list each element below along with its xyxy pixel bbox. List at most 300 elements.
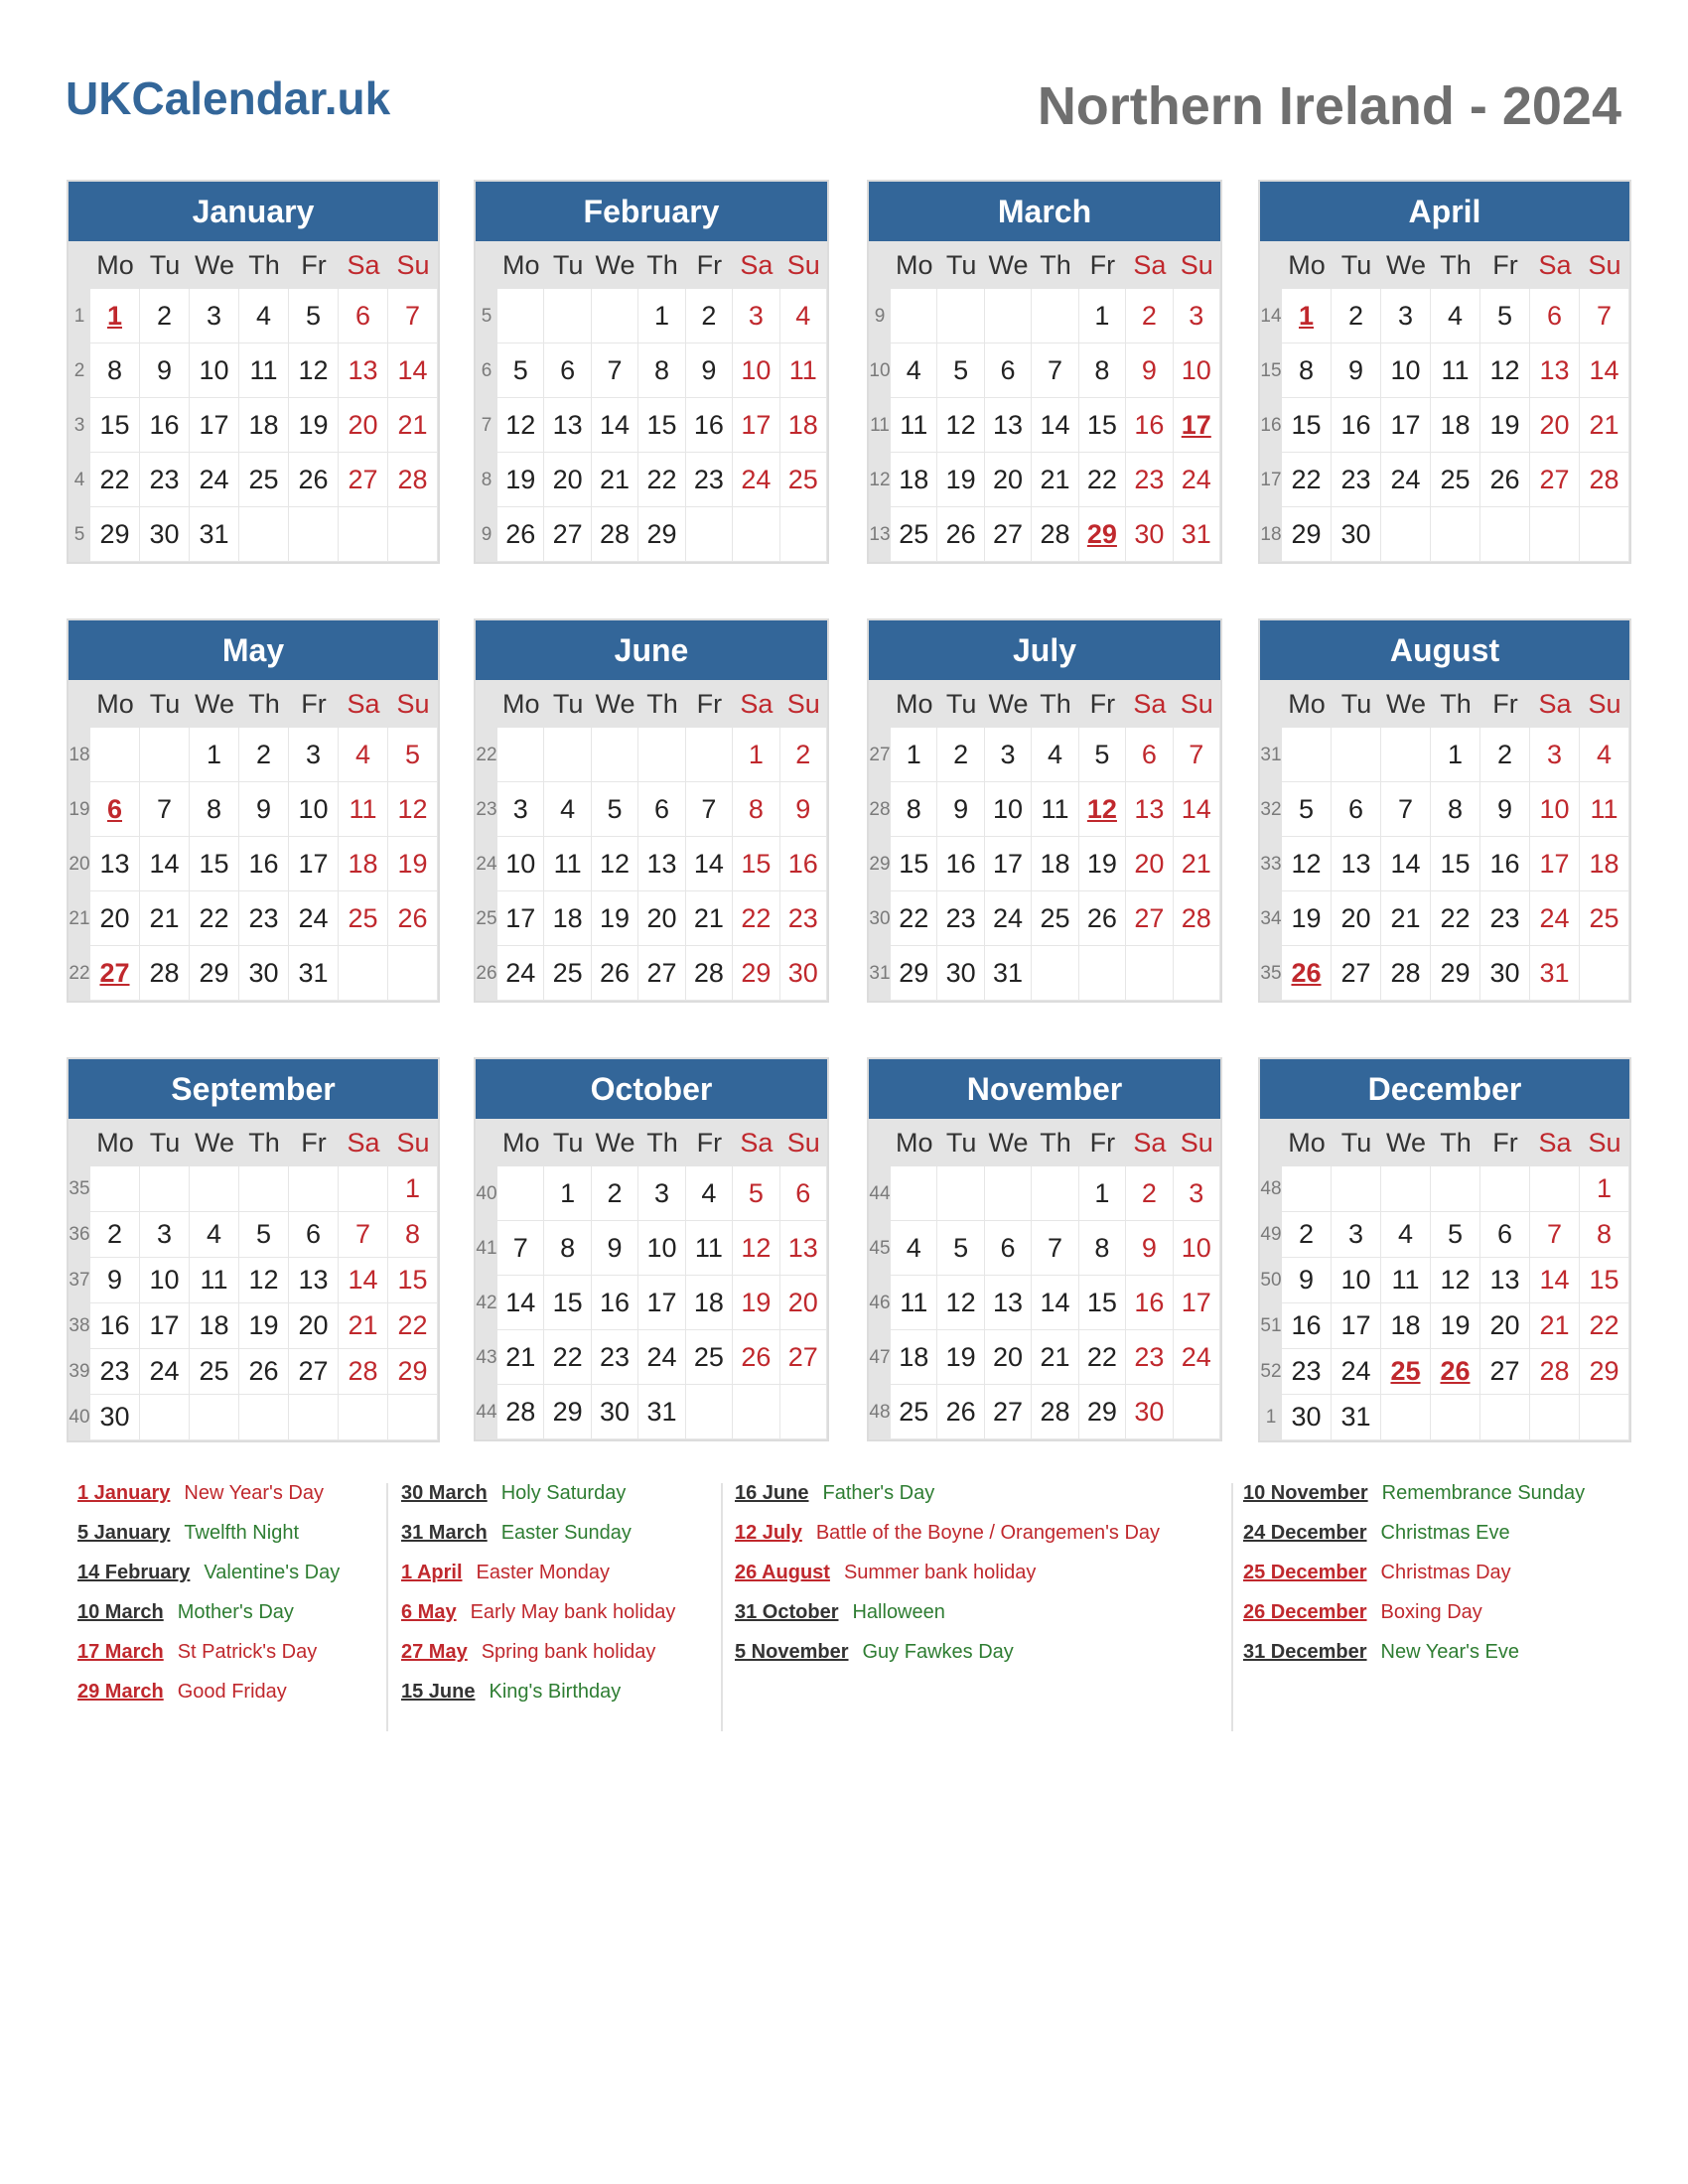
weekday-label: Tu xyxy=(149,688,181,719)
weekday-label: Tu xyxy=(945,249,977,280)
week-number: 49 xyxy=(1260,1212,1282,1258)
weekday-header-row xyxy=(69,241,438,289)
week-number: 1 xyxy=(69,289,90,343)
week-number-header xyxy=(69,1119,90,1166)
day-cell: 30 xyxy=(1480,946,1530,1001)
day-cell: 7 xyxy=(686,782,733,837)
day-cell: 4 xyxy=(544,782,591,837)
observance-entry xyxy=(1243,1481,1585,1521)
holiday-date-link[interactable]: 16 June xyxy=(735,1482,809,1504)
holiday-date-link[interactable]: 14 February xyxy=(77,1562,191,1583)
day-cell: 23 xyxy=(140,453,190,507)
weekday-label: Th xyxy=(1040,249,1071,280)
holiday-date-link[interactable]: 27 May xyxy=(401,1641,468,1663)
day-cell: 27 xyxy=(638,946,685,1001)
day-cell: 21 xyxy=(1381,891,1431,946)
day-cell: 1 xyxy=(1079,1166,1126,1221)
weekday-label: Su xyxy=(1588,249,1621,280)
day-cell: 1 xyxy=(638,289,685,343)
weekday-label: We xyxy=(1385,249,1426,280)
week-number: 47 xyxy=(869,1330,891,1385)
day-cell: 23 xyxy=(937,891,984,946)
page-title: Northern Ireland - 2024 xyxy=(1037,76,1621,136)
week-number: 48 xyxy=(1260,1166,1282,1212)
day-cell: 14 xyxy=(388,343,438,398)
empty-day-cell xyxy=(1381,728,1431,782)
site-logo[interactable]: UKCalendar.uk xyxy=(66,72,391,124)
day-cell: 7 xyxy=(1530,1212,1580,1258)
empty-day-cell xyxy=(239,1395,289,1440)
week-number: 38 xyxy=(69,1303,90,1349)
week-row xyxy=(69,507,438,562)
weekday-label: Su xyxy=(396,249,430,280)
weekday-label: Mo xyxy=(501,688,540,719)
week-row xyxy=(1260,1212,1629,1258)
empty-day-cell xyxy=(289,507,339,562)
week-row xyxy=(1260,946,1629,1001)
day-cell: 14 xyxy=(1580,343,1629,398)
empty-day-cell xyxy=(239,507,289,562)
weekday-label: Fr xyxy=(1492,249,1518,280)
day-cell: 8 xyxy=(891,782,937,837)
day-cell: 19 xyxy=(497,453,544,507)
day-cell: 8 xyxy=(90,343,140,398)
day-cell: 5 xyxy=(239,1212,289,1258)
empty-day-cell xyxy=(190,1166,239,1212)
empty-day-cell xyxy=(1480,1395,1530,1440)
holiday-date-link[interactable]: 31 December xyxy=(1243,1641,1367,1663)
day-cell: 9 xyxy=(1282,1258,1332,1303)
day-cell: 12 xyxy=(733,1221,779,1276)
holiday-date-link[interactable]: 10 March xyxy=(77,1601,164,1623)
day-cell: 20 xyxy=(780,1276,827,1330)
day-cell: 26 xyxy=(1480,453,1530,507)
day-cell: 5 xyxy=(1282,782,1332,837)
empty-day-cell xyxy=(90,728,140,782)
day-cell: 27 xyxy=(1530,453,1580,507)
day-cell: 13 xyxy=(780,1221,827,1276)
bank-holiday-entry xyxy=(401,1561,675,1600)
day-cell: 31 xyxy=(985,946,1032,1001)
week-number-header xyxy=(476,241,497,289)
week-number: 35 xyxy=(1260,946,1282,1001)
holiday-day-cell: 26 xyxy=(1282,946,1332,1001)
day-cell: 21 xyxy=(339,1303,388,1349)
day-cell: 4 xyxy=(339,728,388,782)
day-cell: 12 xyxy=(937,1276,984,1330)
weekday-label: Mo xyxy=(1288,1127,1326,1158)
week-number: 23 xyxy=(476,782,497,837)
week-number: 40 xyxy=(69,1395,90,1440)
weekday-header-row xyxy=(1260,680,1629,728)
day-cell: 26 xyxy=(937,1385,984,1439)
day-cell: 3 xyxy=(1332,1212,1381,1258)
day-cell: 17 xyxy=(1530,837,1580,891)
week-row xyxy=(69,398,438,453)
day-cell: 30 xyxy=(1126,1385,1173,1439)
week-row xyxy=(69,837,438,891)
day-cell: 8 xyxy=(1431,782,1480,837)
holiday-date-link[interactable]: 12 July xyxy=(735,1522,802,1544)
day-cell: 24 xyxy=(1174,453,1220,507)
day-cell: 6 xyxy=(289,1212,339,1258)
week-number: 22 xyxy=(476,728,497,782)
day-cell: 9 xyxy=(239,782,289,837)
day-cell: 24 xyxy=(1174,1330,1220,1385)
week-row xyxy=(69,1349,438,1395)
weekday-label: Mo xyxy=(1288,249,1326,280)
empty-day-cell xyxy=(780,1385,827,1439)
day-cell: 24 xyxy=(1381,453,1431,507)
holiday-date-link[interactable]: 26 August xyxy=(735,1562,830,1583)
day-cell: 20 xyxy=(1530,398,1580,453)
weekday-label: Th xyxy=(1040,1127,1071,1158)
day-cell: 28 xyxy=(1174,891,1220,946)
weekday-label: Th xyxy=(646,249,678,280)
day-cell: 9 xyxy=(1480,782,1530,837)
weekday-label: Sa xyxy=(1133,1127,1167,1158)
day-cell: 25 xyxy=(780,453,827,507)
day-cell: 21 xyxy=(1032,453,1078,507)
weekday-header-row xyxy=(869,1119,1220,1166)
week-row xyxy=(1260,1395,1629,1440)
weekday-label: Fr xyxy=(1089,249,1116,280)
day-cell: 6 xyxy=(544,343,591,398)
week-row xyxy=(476,1330,827,1385)
week-number: 30 xyxy=(869,891,891,946)
day-cell: 20 xyxy=(985,1330,1032,1385)
day-cell: 5 xyxy=(1431,1212,1480,1258)
holiday-name: Summer bank holiday xyxy=(843,1562,1037,1583)
day-cell: 25 xyxy=(1580,891,1629,946)
week-number: 3 xyxy=(69,398,90,453)
holiday-date-link[interactable]: 25 December xyxy=(1243,1562,1367,1583)
day-cell: 9 xyxy=(780,782,827,837)
day-cell: 14 xyxy=(497,1276,544,1330)
weekday-label: Th xyxy=(646,1127,678,1158)
day-cell: 5 xyxy=(733,1166,779,1221)
month-june xyxy=(474,618,829,1003)
holiday-date-link[interactable]: 15 June xyxy=(401,1681,476,1703)
day-cell: 22 xyxy=(388,1303,438,1349)
day-cell: 18 xyxy=(686,1276,733,1330)
holiday-date-link[interactable]: 24 December xyxy=(1243,1522,1367,1544)
weekday-label: We xyxy=(194,688,234,719)
day-cell: 17 xyxy=(1174,1276,1220,1330)
day-cell: 13 xyxy=(985,1276,1032,1330)
day-cell: 20 xyxy=(1126,837,1173,891)
day-cell: 27 xyxy=(1332,946,1381,1001)
day-cell: 19 xyxy=(239,1303,289,1349)
empty-day-cell xyxy=(1381,1166,1431,1212)
day-cell: 1 xyxy=(1580,1166,1629,1212)
day-cell: 21 xyxy=(1032,1330,1078,1385)
empty-day-cell xyxy=(1431,507,1480,562)
day-cell: 17 xyxy=(985,837,1032,891)
day-cell: 23 xyxy=(1332,453,1381,507)
week-row xyxy=(476,453,827,507)
day-cell: 28 xyxy=(592,507,638,562)
bank-holiday-entry xyxy=(77,1680,340,1719)
weekday-label: Th xyxy=(646,688,678,719)
day-cell: 12 xyxy=(1431,1258,1480,1303)
week-row xyxy=(869,1330,1220,1385)
week-row xyxy=(1260,507,1629,562)
holiday-date-link[interactable]: 1 January xyxy=(77,1482,171,1504)
holiday-name: Good Friday xyxy=(177,1681,287,1703)
holiday-date-link[interactable]: 31 March xyxy=(401,1522,488,1544)
week-number-header xyxy=(1260,680,1282,728)
week-row xyxy=(1260,1258,1629,1303)
day-cell: 31 xyxy=(638,1385,685,1439)
day-cell: 11 xyxy=(1032,782,1078,837)
day-cell: 23 xyxy=(592,1330,638,1385)
holiday-name: Mother's Day xyxy=(177,1601,294,1623)
day-cell: 4 xyxy=(1032,728,1078,782)
week-row xyxy=(869,837,1220,891)
empty-day-cell xyxy=(1282,1166,1332,1212)
day-cell: 31 xyxy=(190,507,239,562)
day-cell: 23 xyxy=(1282,1349,1332,1395)
day-cell: 6 xyxy=(1480,1212,1530,1258)
holiday-day-cell: 17 xyxy=(1174,398,1220,453)
day-cell: 28 xyxy=(140,946,190,1001)
week-number-header xyxy=(869,680,891,728)
week-row xyxy=(1260,782,1629,837)
day-cell: 22 xyxy=(90,453,140,507)
week-row xyxy=(69,343,438,398)
weekday-label: Fr xyxy=(696,1127,723,1158)
day-cell: 5 xyxy=(1079,728,1126,782)
day-cell: 9 xyxy=(1126,343,1173,398)
bank-holiday-entry xyxy=(1243,1561,1585,1600)
weekday-header-row xyxy=(869,680,1220,728)
week-row xyxy=(1260,1349,1629,1395)
day-cell: 27 xyxy=(780,1330,827,1385)
empty-day-cell xyxy=(1431,1395,1480,1440)
observance-entry xyxy=(401,1521,675,1561)
day-cell: 23 xyxy=(686,453,733,507)
weekday-header-row xyxy=(476,680,827,728)
day-cell: 11 xyxy=(190,1258,239,1303)
day-cell: 11 xyxy=(544,837,591,891)
day-cell: 24 xyxy=(1332,1349,1381,1395)
week-row xyxy=(869,343,1220,398)
week-number: 41 xyxy=(476,1221,497,1276)
week-number: 14 xyxy=(1260,289,1282,343)
day-cell: 20 xyxy=(90,891,140,946)
month-name: August xyxy=(1260,620,1629,680)
holiday-date-link[interactable]: 26 December xyxy=(1243,1601,1367,1623)
day-cell: 15 xyxy=(891,837,937,891)
day-cell: 28 xyxy=(1381,946,1431,1001)
week-number: 20 xyxy=(69,837,90,891)
holiday-date-link[interactable]: 5 January xyxy=(77,1522,171,1544)
weekday-label: Sa xyxy=(740,688,774,719)
holiday-date-link[interactable]: 29 March xyxy=(77,1681,164,1703)
week-row xyxy=(476,946,827,1001)
legend-column xyxy=(401,1481,675,1719)
day-cell: 20 xyxy=(985,453,1032,507)
empty-day-cell xyxy=(339,507,388,562)
day-cell: 14 xyxy=(1381,837,1431,891)
weekday-label: We xyxy=(595,688,635,719)
week-number: 42 xyxy=(476,1276,497,1330)
weekday-label: Fr xyxy=(1492,688,1518,719)
day-cell: 2 xyxy=(1126,1166,1173,1221)
weekday-label: Th xyxy=(248,1127,280,1158)
empty-day-cell xyxy=(1431,1166,1480,1212)
week-row xyxy=(69,728,438,782)
day-cell: 11 xyxy=(1580,782,1629,837)
empty-day-cell xyxy=(937,289,984,343)
day-cell: 12 xyxy=(497,398,544,453)
empty-day-cell xyxy=(497,1166,544,1221)
day-cell: 14 xyxy=(1032,1276,1078,1330)
day-cell: 23 xyxy=(780,891,827,946)
holiday-date-link[interactable]: 1 April xyxy=(401,1562,463,1583)
day-cell: 19 xyxy=(937,453,984,507)
empty-day-cell xyxy=(686,507,733,562)
day-cell: 11 xyxy=(891,1276,937,1330)
day-cell: 9 xyxy=(937,782,984,837)
empty-day-cell xyxy=(239,1166,289,1212)
holiday-name: Battle of the Boyne / Orangemen's Day xyxy=(815,1522,1161,1544)
holiday-date-link[interactable]: 17 March xyxy=(77,1641,164,1663)
day-cell: 25 xyxy=(544,946,591,1001)
empty-day-cell xyxy=(1480,1166,1530,1212)
week-number: 37 xyxy=(69,1258,90,1303)
day-cell: 20 xyxy=(1332,891,1381,946)
day-cell: 4 xyxy=(686,1166,733,1221)
day-cell: 18 xyxy=(339,837,388,891)
month-name: March xyxy=(869,182,1220,241)
day-cell: 6 xyxy=(1530,289,1580,343)
week-number: 12 xyxy=(869,453,891,507)
empty-day-cell xyxy=(1530,1395,1580,1440)
week-number: 29 xyxy=(869,837,891,891)
day-cell: 16 xyxy=(592,1276,638,1330)
week-number: 22 xyxy=(69,946,90,1001)
empty-day-cell xyxy=(985,289,1032,343)
empty-day-cell xyxy=(1079,946,1126,1001)
weekday-label: Mo xyxy=(895,1127,933,1158)
week-number: 17 xyxy=(1260,453,1282,507)
legend-divider xyxy=(1231,1483,1233,1731)
weekday-header-row xyxy=(476,1119,827,1166)
day-cell: 28 xyxy=(1032,1385,1078,1439)
holiday-name: Father's Day xyxy=(822,1482,935,1504)
day-cell: 15 xyxy=(1431,837,1480,891)
weekday-label: Su xyxy=(1180,249,1213,280)
day-cell: 2 xyxy=(780,728,827,782)
day-cell: 21 xyxy=(497,1330,544,1385)
day-cell: 14 xyxy=(339,1258,388,1303)
week-row xyxy=(869,782,1220,837)
day-cell: 14 xyxy=(1530,1258,1580,1303)
week-row xyxy=(869,289,1220,343)
day-cell: 21 xyxy=(1530,1303,1580,1349)
week-number: 2 xyxy=(69,343,90,398)
day-cell: 2 xyxy=(239,728,289,782)
day-cell: 24 xyxy=(289,891,339,946)
day-cell: 15 xyxy=(90,398,140,453)
day-cell: 16 xyxy=(1126,1276,1173,1330)
day-cell: 4 xyxy=(190,1212,239,1258)
legend-divider xyxy=(386,1483,388,1731)
day-cell: 22 xyxy=(544,1330,591,1385)
week-number: 44 xyxy=(476,1385,497,1439)
weekday-label: Tu xyxy=(552,688,584,719)
bank-holiday-entry xyxy=(77,1481,340,1521)
month-january xyxy=(67,180,440,564)
day-cell: 12 xyxy=(592,837,638,891)
day-cell: 1 xyxy=(1431,728,1480,782)
weekday-label: We xyxy=(595,1127,635,1158)
weekday-label: Fr xyxy=(1089,688,1116,719)
day-cell: 13 xyxy=(1530,343,1580,398)
day-cell: 18 xyxy=(1580,837,1629,891)
day-cell: 10 xyxy=(638,1221,685,1276)
day-cell: 26 xyxy=(289,453,339,507)
week-row xyxy=(69,946,438,1001)
day-cell: 2 xyxy=(90,1212,140,1258)
holiday-day-cell: 25 xyxy=(1381,1349,1431,1395)
holiday-date-link[interactable]: 6 May xyxy=(401,1601,457,1623)
empty-day-cell xyxy=(1530,1166,1580,1212)
day-cell: 16 xyxy=(686,398,733,453)
weekday-label: Tu xyxy=(552,1127,584,1158)
day-cell: 14 xyxy=(1032,398,1078,453)
day-cell: 24 xyxy=(190,453,239,507)
week-row xyxy=(476,289,827,343)
week-number: 16 xyxy=(1260,398,1282,453)
day-cell: 10 xyxy=(1332,1258,1381,1303)
day-cell: 25 xyxy=(1431,453,1480,507)
observance-entry xyxy=(401,1680,675,1719)
day-cell: 15 xyxy=(1580,1258,1629,1303)
day-cell: 1 xyxy=(388,1166,438,1212)
observance-entry xyxy=(735,1640,1160,1680)
empty-day-cell xyxy=(891,1166,937,1221)
holiday-date-link[interactable]: 10 November xyxy=(1243,1482,1368,1504)
day-cell: 7 xyxy=(388,289,438,343)
weekday-header-row xyxy=(69,1119,438,1166)
day-cell: 10 xyxy=(1381,343,1431,398)
day-cell: 12 xyxy=(289,343,339,398)
day-cell: 30 xyxy=(1126,507,1173,562)
day-cell: 18 xyxy=(891,453,937,507)
day-cell: 5 xyxy=(289,289,339,343)
holiday-date-link[interactable]: 30 March xyxy=(401,1482,488,1504)
holiday-date-link[interactable]: 5 November xyxy=(735,1641,849,1663)
holiday-date-link[interactable]: 31 October xyxy=(735,1601,839,1623)
day-cell: 25 xyxy=(686,1330,733,1385)
day-cell: 10 xyxy=(1530,782,1580,837)
day-cell: 20 xyxy=(289,1303,339,1349)
week-row xyxy=(69,1303,438,1349)
day-cell: 20 xyxy=(638,891,685,946)
week-row xyxy=(869,1221,1220,1276)
week-number: 27 xyxy=(869,728,891,782)
day-cell: 19 xyxy=(388,837,438,891)
weekday-label: Sa xyxy=(347,249,380,280)
day-cell: 18 xyxy=(1431,398,1480,453)
empty-day-cell xyxy=(388,1395,438,1440)
week-number: 36 xyxy=(69,1212,90,1258)
empty-day-cell xyxy=(1381,1395,1431,1440)
empty-day-cell xyxy=(1332,728,1381,782)
